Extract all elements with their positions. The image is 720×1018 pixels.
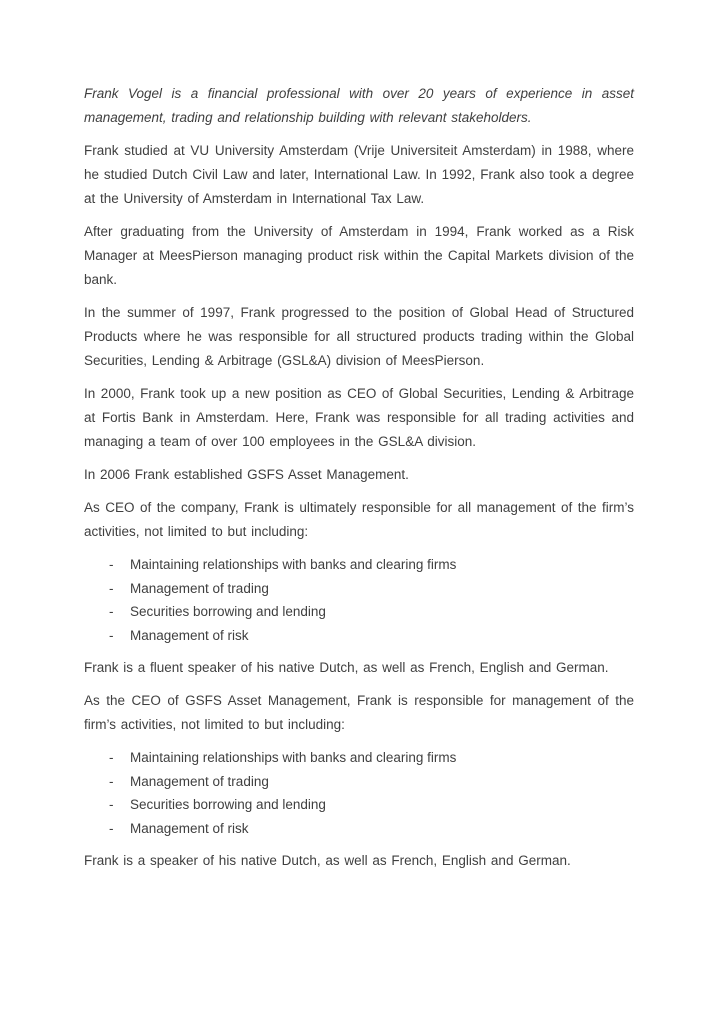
list-item	[84, 770, 634, 794]
dash-bullet: -	[109, 820, 114, 836]
risk-manager-paragraph: After graduating from the University of Amsterdam in 1994, Frank worked as a Risk Manager at MeesPierson managing product risk within the Capital Markets division of the bank.	[84, 224, 634, 287]
ceo-responsibilities-intro-1: As CEO of the company, Frank is ultimately responsible for all management of the firm’s activities, not limited to but including:	[84, 500, 634, 539]
list-item	[84, 624, 634, 648]
list-item	[84, 746, 634, 770]
responsibilities-list-2	[84, 746, 634, 840]
list-item-text: Management of risk	[130, 627, 249, 643]
ceo-responsibilities-intro-2: As the CEO of GSFS Asset Management, Frank is responsible for management of the firm’s activities, not limited to but including:	[84, 693, 634, 732]
dash-bullet: -	[109, 797, 114, 812]
structured-products-paragraph: In the summer of 1997, Frank progressed to the position of Global Head of Structured Products where he was responsible for all structured products trading within the Global Securities, Lending & Arbitrage (GSL&A) division of MeesPierson.	[84, 305, 634, 368]
dash-bullet: -	[109, 604, 114, 619]
list-item-text: Management of trading	[130, 773, 269, 789]
list-item-text: Management of trading	[130, 580, 269, 596]
dash-bullet: -	[109, 557, 114, 572]
gsfs-founded-paragraph: In 2006 Frank established GSFS Asset Management.	[84, 467, 409, 482]
dash-bullet: -	[109, 773, 114, 789]
list-item	[84, 793, 634, 817]
list-item	[84, 553, 634, 577]
dash-bullet: -	[109, 627, 114, 643]
list-item	[84, 577, 634, 601]
languages-paragraph-2: Frank is a speaker of his native Dutch, as well as French, English and German.	[84, 853, 571, 868]
responsibilities-list-1	[84, 553, 634, 647]
dash-bullet: -	[109, 750, 114, 765]
intro-paragraph: Frank Vogel is a financial professional with over 20 years of experience in asset management, trading and relationship building with relevant stakeholders.	[84, 86, 634, 125]
list-item-text: Securities borrowing and lending	[130, 797, 326, 812]
list-item-text: Maintaining relationships with banks and clearing firms	[130, 750, 457, 765]
list-item	[84, 817, 634, 841]
languages-paragraph-1: Frank is a fluent speaker of his native Dutch, as well as French, English and German.	[84, 660, 609, 675]
list-item-text: Maintaining relationships with banks and clearing firms	[130, 557, 457, 572]
list-item	[84, 600, 634, 624]
list-item-text: Securities borrowing and lending	[130, 604, 326, 619]
fortis-paragraph: In 2000, Frank took up a new position as CEO of Global Securities, Lending & Arbitrage at Fortis Bank in Amsterdam. Here, Frank was responsible for all trading activities and managing a team of over 100 employees in the GSL&A division.	[84, 386, 634, 449]
dash-bullet: -	[109, 580, 114, 596]
education-paragraph: Frank studied at VU University Amsterdam (Vrije Universiteit Amsterdam) in 1988, where he studied Dutch Civil Law and later, International Law. In 1992, Frank also took a degree at the University of Amsterdam in International Tax Law.	[84, 143, 634, 206]
list-item-text: Management of risk	[130, 820, 249, 836]
